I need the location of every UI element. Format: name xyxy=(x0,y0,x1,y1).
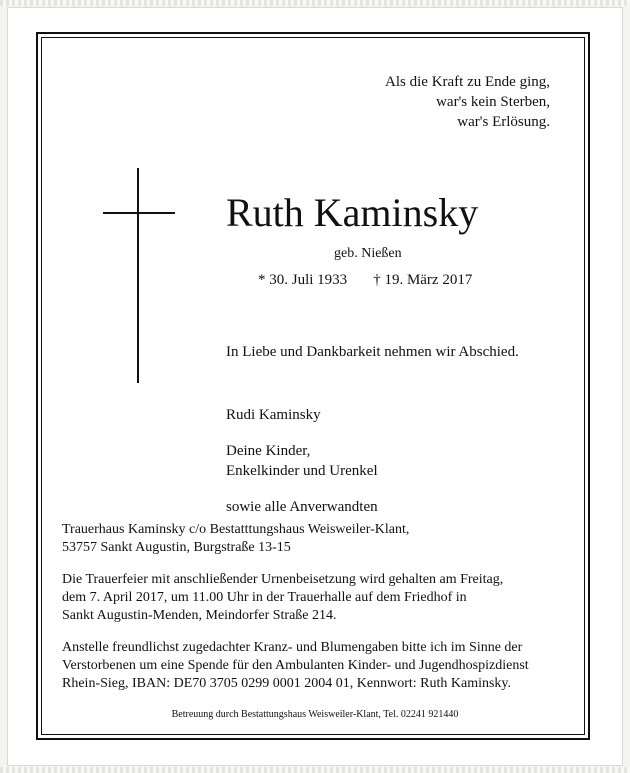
donation-line: Verstorbenen um eine Spende für den Ambulanten Kinder- und Jugendhospizdienst xyxy=(62,658,529,673)
mourner-children: Deine Kinder, xyxy=(226,443,311,459)
ceremony-block xyxy=(62,571,582,625)
undertaker-footer: Betreuung durch Bestattungshaus Weisweiler-Klant, Tel. 02241 921440 xyxy=(171,709,459,720)
paper-edge-top xyxy=(0,0,630,6)
info-section xyxy=(62,521,582,707)
deceased-name: Ruth Kaminsky xyxy=(226,190,479,235)
mourners-list xyxy=(226,405,378,517)
ceremony-line: dem 7. April 2017, um 11.00 Uhr in der Trauerhalle auf dem Friedhof in xyxy=(62,590,467,605)
address-line: 53757 Sankt Augustin, Burgstraße 13-15 xyxy=(62,540,291,555)
ceremony-line: Sankt Augustin-Menden, Meindorfer Straße 214. xyxy=(62,608,337,623)
birth-date: * 30. Juli 1933 xyxy=(258,272,348,288)
donation-block xyxy=(62,639,582,693)
farewell-text: In Liebe und Dankbarkeit nehmen wir Abschied. xyxy=(226,344,519,360)
donation-line: Rhein-Sieg, IBAN: DE70 3705 0299 0001 2004 01, Kennwort: Ruth Kaminsky. xyxy=(62,676,512,691)
poem-line: war's Erlösung. xyxy=(457,114,550,130)
life-dates xyxy=(258,272,472,289)
address-line: Trauerhaus Kaminsky c/o Bestatttungshaus Weisweiler-Klant, xyxy=(62,522,410,537)
mourner-grandchildren: Enkelkinder und Urenkel xyxy=(226,463,378,479)
donation-line: Anstelle freundlichst zugedachter Kranz- und Blumengaben bitte ich im Sinne der xyxy=(62,640,523,655)
paper-edge-bottom xyxy=(0,767,630,773)
poem xyxy=(385,72,550,132)
mourner-spouse: Rudi Kaminsky xyxy=(226,407,321,423)
cross-vertical-bar xyxy=(137,168,139,383)
maiden-name: geb. Nießen xyxy=(334,246,402,261)
death-date: † 19. März 2017 xyxy=(373,272,473,288)
ceremony-line: Die Trauerfeier mit anschließender Urnenbeisetzung wird gehalten am Freitag, xyxy=(62,572,504,587)
address-block xyxy=(62,521,582,557)
poem-line: war's kein Sterben, xyxy=(436,94,550,110)
poem-line: Als die Kraft zu Ende ging, xyxy=(385,74,550,90)
cross-horizontal-bar xyxy=(103,212,175,214)
mourner-relatives: sowie alle Anverwandten xyxy=(226,499,378,515)
